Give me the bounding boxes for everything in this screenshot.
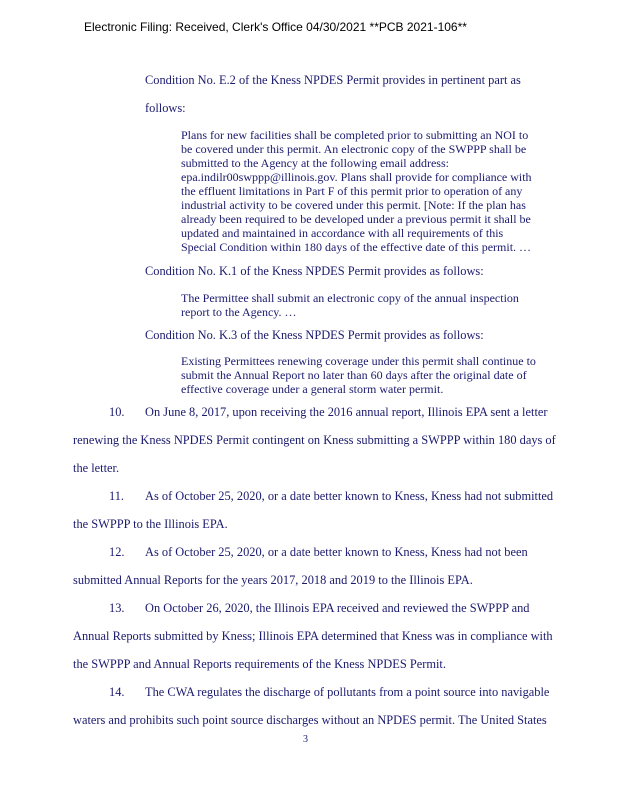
filing-header: Electronic Filing: Received, Clerk's Office 04/30/2021 **PCB 2021-106** <box>84 20 467 34</box>
paragraph-line: Annual Reports submitted by Kness; Illinois EPA determined that Kness was in compliance with <box>73 629 553 643</box>
paragraph-line: The CWA regulates the discharge of pollutants from a point source into navigable <box>145 685 550 699</box>
block-quote-line: industrial activity to be covered under this permit. [Note: If the plan has <box>181 198 526 212</box>
block-quote-line: be covered under this permit. An electronic copy of the SWPPP shall be <box>181 142 527 156</box>
paragraph-line: submitted Annual Reports for the years 2017, 2018 and 2019 to the Illinois EPA. <box>73 573 473 587</box>
block-quote-line: Existing Permittees renewing coverage under this permit shall continue to <box>181 354 536 368</box>
page-number: 3 <box>303 734 308 745</box>
condition-k1-intro: Condition No. K.1 of the Kness NPDES Permit provides as follows: <box>145 264 484 278</box>
paragraph-number: 12. <box>109 545 125 559</box>
block-quote-line: Plans for new facilities shall be completed prior to submitting an NOI to <box>181 128 529 142</box>
condition-e2-intro-line: follows: <box>145 101 186 115</box>
block-quote-line: submit the Annual Report no later than 60 days after the original date of <box>181 368 527 382</box>
paragraph-line: waters and prohibits such point source discharges without an NPDES permit. The United States <box>73 713 547 727</box>
paragraph-line: renewing the Kness NPDES Permit contingent on Kness submitting a SWPPP within 180 days of <box>73 433 556 447</box>
block-quote-line: report to the Agency. … <box>181 305 297 319</box>
paragraph-number: 14. <box>109 685 125 699</box>
paragraph-line: On October 26, 2020, the Illinois EPA received and reviewed the SWPPP and <box>145 601 530 615</box>
paragraph-number: 10. <box>109 405 125 419</box>
block-quote-line: effective coverage under a general storm water permit. <box>181 382 444 396</box>
block-quote-line: the effluent limitations in Part F of this permit prior to operation of any <box>181 184 523 198</box>
paragraph-number: 11. <box>109 489 125 503</box>
paragraph-line: the SWPPP to the Illinois EPA. <box>73 517 228 531</box>
block-quote-line: updated and maintained in accordance with all requirements of this <box>181 226 504 240</box>
condition-k3-intro: Condition No. K.3 of the Kness NPDES Permit provides as follows: <box>145 328 484 342</box>
paragraph-line: As of October 25, 2020, or a date better known to Kness, Kness had not submitted <box>145 489 554 503</box>
block-quote-line: already been required to be developed under a previous permit it shall be <box>181 212 531 226</box>
paragraph-line: the letter. <box>73 461 120 475</box>
paragraph-line: On June 8, 2017, upon receiving the 2016 annual report, Illinois EPA sent a letter <box>145 405 548 419</box>
paragraph-line: the SWPPP and Annual Reports requirements of the Kness NPDES Permit. <box>73 657 446 671</box>
condition-e2-intro-line: Condition No. E.2 of the Kness NPDES Permit provides in pertinent part as <box>145 73 521 87</box>
block-quote-line: Special Condition within 180 days of the effective date of this permit. … <box>181 240 532 254</box>
block-quote-line: epa.indilr00swppp@illinois.gov. Plans shall provide for compliance with <box>181 170 532 184</box>
paragraph-number: 13. <box>109 601 125 615</box>
paragraph-line: As of October 25, 2020, or a date better known to Kness, Kness had not been <box>145 545 528 559</box>
block-quote-line: The Permittee shall submit an electronic copy of the annual inspection <box>181 291 519 305</box>
block-quote-line: submitted to the Agency at the following email address: <box>181 156 449 170</box>
